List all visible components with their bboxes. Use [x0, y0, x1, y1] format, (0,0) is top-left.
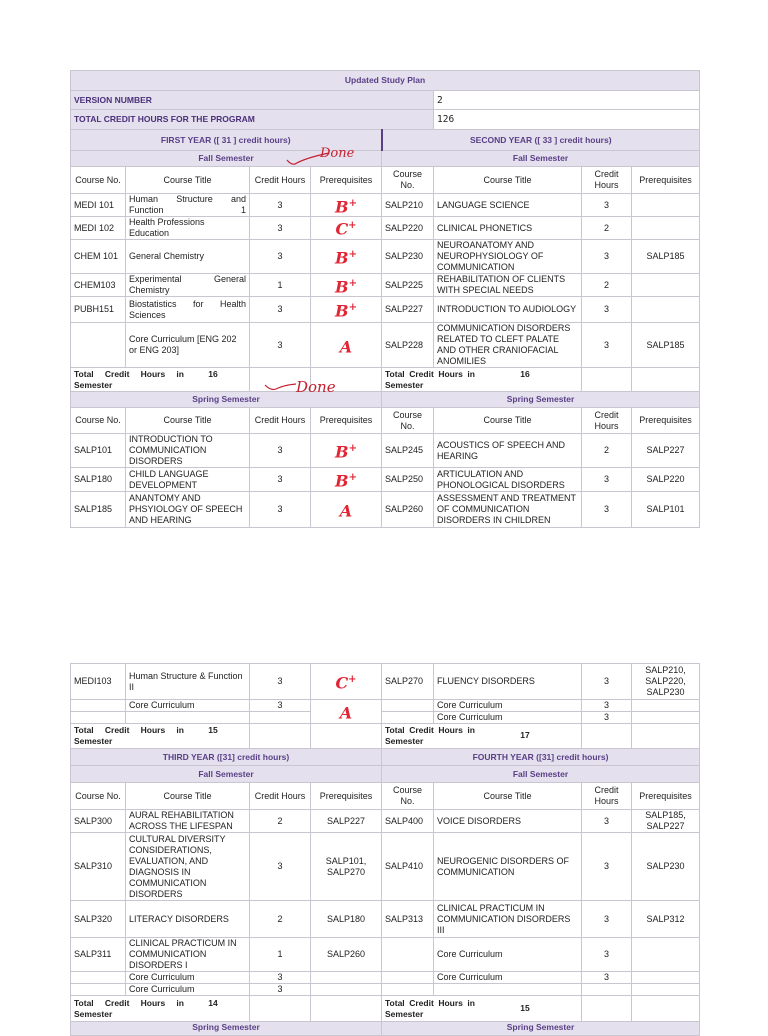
total-value: 14: [208, 997, 218, 1008]
credit-hours: 3: [250, 492, 311, 528]
course-no: SALP311: [71, 938, 126, 972]
table-row: [71, 700, 700, 712]
table-row: [71, 833, 700, 901]
course-no: SALP310: [71, 833, 126, 901]
col-prerequisites: Prerequisites: [632, 783, 700, 810]
prerequisites: SALP101, SALP270: [311, 833, 382, 901]
prerequisites: SALP180: [311, 901, 382, 938]
course-title: ASSESSMENT AND TREATMENT OF COMMUNICATION DISORDERS IN CHILDREN: [434, 492, 582, 528]
col-credit-hours: Credit Hours: [250, 783, 311, 810]
col-prerequisites: Prerequisites: [632, 408, 700, 434]
table-row: [71, 492, 700, 528]
total-credit-hours: [71, 724, 250, 749]
prerequisites: SALP227: [632, 434, 700, 468]
handwritten-grade: B+: [311, 194, 382, 217]
table-row: [71, 938, 700, 972]
course-title: Core Curriculum [ENG 202 or ENG 203]: [126, 323, 250, 368]
first-year-header: FIRST YEAR ([ 31 ] credit hours): [71, 130, 382, 151]
total-label: Total Credit Hours in Semester: [74, 725, 184, 746]
credit-hours: 3: [250, 972, 311, 984]
second-year-header: SECOND YEAR ([ 33 ] credit hours): [382, 130, 700, 151]
course-title: Biostatistics for Health Sciences: [126, 297, 250, 323]
plan-title: Updated Study Plan: [71, 71, 700, 91]
course-title: ANANTOMY AND PHSYIOLOGY OF SPEECH AND HEARING: [126, 492, 250, 528]
course-no: [71, 972, 126, 984]
prerequisites: [632, 274, 700, 297]
course-no: SALP220: [382, 217, 434, 240]
credit-hours: 2: [250, 810, 311, 833]
col-course-title: Course Title: [126, 167, 250, 194]
credit-hours: 1: [250, 274, 311, 297]
course-title: Core Curriculum: [126, 700, 250, 712]
course-no: [71, 323, 126, 368]
course-title: CLINICAL PHONETICS: [434, 217, 582, 240]
semester-total-row: [71, 724, 700, 749]
credit-hours: 3: [250, 984, 311, 996]
credit-hours: 3: [250, 700, 311, 712]
course-title: Core Curriculum: [434, 938, 582, 972]
course-no: [71, 700, 126, 712]
course-no: SALP101: [71, 434, 126, 468]
third-year-header: THIRD YEAR ([31] credit hours): [71, 749, 382, 766]
credit-hours: 3: [582, 972, 632, 984]
credit-hours: 3: [582, 664, 632, 700]
course-title: Experimental General Chemistry: [126, 274, 250, 297]
course-no: MEDI103: [71, 664, 126, 700]
course-title: CLINICAL PRACTICUM IN COMMUNICATION DISORDERS I: [126, 938, 250, 972]
course-title: LANGUAGE SCIENCE: [434, 194, 582, 217]
handwritten-grade: C+: [311, 217, 382, 240]
total-credit-label: TOTAL CREDIT HOURS FOR THE PROGRAM: [71, 110, 434, 130]
course-no: SALP300: [71, 810, 126, 833]
table-row: [71, 664, 700, 700]
total-credit-hours: [382, 724, 582, 749]
course-no: MEDI 101: [71, 194, 126, 217]
credit-hours: 3: [250, 297, 311, 323]
credit-hours: 3: [582, 700, 632, 712]
course-title: ARTICULATION AND PHONOLOGICAL DISORDERS: [434, 468, 582, 492]
course-no: SALP228: [382, 323, 434, 368]
col-prerequisites: Prerequisites: [632, 167, 700, 194]
col-course-no: Course No.: [71, 783, 126, 810]
credit-hours: 3: [582, 712, 632, 724]
y1-spring-semester-header: Spring Semester: [71, 392, 382, 408]
col-course-no: Course No.: [382, 408, 434, 434]
table-row: [71, 810, 700, 833]
course-no: SALP313: [382, 901, 434, 938]
handwritten-grade: C+: [311, 664, 382, 700]
col-credit-hours: Credit Hours: [250, 167, 311, 194]
total-value: 16: [208, 368, 218, 379]
credit-hours: 2: [582, 434, 632, 468]
course-no: [71, 984, 126, 996]
prerequisites: [632, 297, 700, 323]
fourth-year-header: FOURTH YEAR ([31] credit hours): [382, 749, 700, 766]
course-title: VOICE DISORDERS: [434, 810, 582, 833]
prerequisites: SALP210, SALP220, SALP230: [632, 664, 700, 700]
handwritten-grade: B+: [311, 240, 382, 274]
handwritten-grade: B+: [311, 434, 382, 468]
col-course-no: Course No.: [382, 167, 434, 194]
table-row: [71, 297, 700, 323]
credit-hours: 3: [582, 240, 632, 274]
course-no: SALP320: [71, 901, 126, 938]
course-title: REHABILITATION OF CLIENTS WITH SPECIAL NEEDS: [434, 274, 582, 297]
course-title: NEUROANATOMY AND NEUROPHYSIOLOGY OF COMMUNICATION: [434, 240, 582, 274]
total-value: 17: [520, 730, 530, 740]
total-label: Total Credit Hours in Semester: [74, 368, 184, 390]
course-title: Human Structure and Function 1: [126, 194, 250, 217]
course-no: [382, 712, 434, 724]
y1-fall-semester-header: Fall Semester: [71, 151, 382, 167]
total-value: 15: [520, 1002, 530, 1013]
course-title: FLUENCY DISORDERS: [434, 664, 582, 700]
course-title: COMMUNICATION DISORDERS RELATED TO CLEFT PALATE AND OTHER CRANIOFACIAL ANOMILIES: [434, 323, 582, 368]
col-course-no: Course No.: [71, 408, 126, 434]
prerequisites: [311, 972, 382, 984]
course-no: SALP400: [382, 810, 434, 833]
col-prerequisites: Prerequisites: [311, 408, 382, 434]
table-row: [71, 984, 700, 996]
done-annotation: Done: [320, 146, 355, 161]
course-no: PUBH151: [71, 297, 126, 323]
course-title: Health Professions Education: [126, 217, 250, 240]
credit-hours: 3: [582, 323, 632, 368]
course-title: Core Curriculum: [126, 972, 250, 984]
credit-hours: 2: [582, 274, 632, 297]
total-label: Total Credit Hours in Semester: [385, 725, 475, 746]
table-row: [71, 240, 700, 274]
table-row: [71, 323, 700, 368]
course-title: NEUROGENIC DISORDERS OF COMMUNICATION: [434, 833, 582, 901]
credit-hours: 2: [582, 217, 632, 240]
table-row: [71, 712, 700, 724]
table-row: [71, 434, 700, 468]
total-label: Total Credit Hours in Semester: [74, 997, 184, 1019]
total-value: 16: [520, 368, 530, 379]
course-title: ACOUSTICS OF SPEECH AND HEARING: [434, 434, 582, 468]
prerequisites: SALP260: [311, 938, 382, 972]
y4-spring-semester-header: Spring Semester: [382, 1022, 700, 1036]
credit-hours: 3: [582, 833, 632, 901]
credit-hours: 3: [250, 323, 311, 368]
col-course-title: Course Title: [434, 167, 582, 194]
y3-spring-semester-header: Spring Semester: [71, 1022, 382, 1036]
credit-hours: 3: [582, 468, 632, 492]
course-title: AURAL REHABILITATION ACROSS THE LIFESPAN: [126, 810, 250, 833]
prerequisites: SALP101: [632, 492, 700, 528]
course-title: LITERACY DISORDERS: [126, 901, 250, 938]
handwritten-grade: B+: [311, 468, 382, 492]
credit-hours: 2: [250, 901, 311, 938]
course-no: SALP270: [382, 664, 434, 700]
total-credit-hours: [71, 368, 250, 392]
course-no: SALP250: [382, 468, 434, 492]
col-course-title: Course Title: [126, 783, 250, 810]
col-course-title: Course Title: [434, 408, 582, 434]
total-label: Total Credit Hours in Semester: [385, 997, 475, 1019]
course-title: Core Curriculum: [126, 984, 250, 996]
table-row: [71, 194, 700, 217]
col-prerequisites: Prerequisites: [311, 783, 382, 810]
credit-hours: 3: [250, 664, 311, 700]
version-number-label: VERSION NUMBER: [71, 91, 434, 110]
col-credit-hours: Credit Hours: [582, 408, 632, 434]
course-no: SALP210: [382, 194, 434, 217]
study-plan-table-page-2: [70, 663, 700, 1036]
done-annotation: Done: [296, 378, 336, 396]
handwritten-grade: A: [311, 323, 382, 368]
credit-hours: 3: [582, 938, 632, 972]
course-no: SALP245: [382, 434, 434, 468]
course-no: MEDI 102: [71, 217, 126, 240]
course-no: CHEM103: [71, 274, 126, 297]
handwritten-grade: B+: [311, 297, 382, 323]
prerequisites: [632, 700, 700, 712]
credit-hours: 3: [250, 194, 311, 217]
credit-hours: 3: [250, 434, 311, 468]
course-title: CLINICAL PRACTICUM IN COMMUNICATION DISORDERS III: [434, 901, 582, 938]
credit-hours: 3: [250, 240, 311, 274]
col-course-no: Course No.: [71, 167, 126, 194]
prerequisites: SALP185, SALP227: [632, 810, 700, 833]
col-credit-hours: Credit Hours: [250, 408, 311, 434]
table-row: [71, 972, 700, 984]
credit-hours: 3: [582, 492, 632, 528]
total-credit-hours: [382, 996, 582, 1022]
prerequisites: [632, 712, 700, 724]
handwritten-grade: A: [311, 492, 382, 528]
course-no: CHEM 101: [71, 240, 126, 274]
prerequisites: SALP185: [632, 240, 700, 274]
prerequisites: SALP185: [632, 323, 700, 368]
course-title: Core Curriculum: [434, 700, 582, 712]
course-no: SALP260: [382, 492, 434, 528]
total-value: 15: [208, 725, 218, 735]
table-row: [71, 468, 700, 492]
course-no: [382, 938, 434, 972]
table-row: [71, 274, 700, 297]
table-row: [71, 901, 700, 938]
y3-fall-semester-header: Fall Semester: [71, 766, 382, 783]
version-number-value: 2: [434, 91, 700, 110]
total-credit-hours: [71, 996, 250, 1022]
course-title: INTRODUCTION TO AUDIOLOGY: [434, 297, 582, 323]
course-title: INTRODUCTION TO COMMUNICATION DISORDERS: [126, 434, 250, 468]
prerequisites: [632, 194, 700, 217]
course-no: [382, 700, 434, 712]
prerequisites: [632, 217, 700, 240]
y4-fall-semester-header: Fall Semester: [382, 766, 700, 783]
credit-hours: 3: [250, 217, 311, 240]
prerequisites: [632, 972, 700, 984]
prerequisites: [311, 984, 382, 996]
credit-hours: 1: [250, 938, 311, 972]
course-title: CULTURAL DIVERSITY CONSIDERATIONS, EVALUATION, AND DIAGNOSIS IN COMMUNICATION DISORDERS: [126, 833, 250, 901]
table-row: [71, 217, 700, 240]
semester-total-row: [71, 368, 700, 392]
handwritten-grade: B+: [311, 274, 382, 297]
col-prerequisites: Prerequisites: [311, 167, 382, 194]
course-no: SALP410: [382, 833, 434, 901]
course-no: SALP185: [71, 492, 126, 528]
course-no: SALP225: [382, 274, 434, 297]
col-course-title: Course Title: [434, 783, 582, 810]
prerequisites: [632, 938, 700, 972]
total-credit-value: 126: [434, 110, 700, 130]
credit-hours: 3: [250, 833, 311, 901]
course-title: CHILD LANGUAGE DEVELOPMENT: [126, 468, 250, 492]
handwritten-grade: A: [311, 700, 382, 724]
col-credit-hours: Credit Hours: [582, 167, 632, 194]
credit-hours: 3: [582, 297, 632, 323]
course-no: SALP180: [71, 468, 126, 492]
credit-hours: 3: [582, 194, 632, 217]
credit-hours: 3: [582, 901, 632, 938]
course-title: Human Structure & Function II: [126, 664, 250, 700]
prerequisites: SALP227: [311, 810, 382, 833]
total-label: Total Credit Hours in Semester: [385, 368, 475, 390]
semester-total-row: [71, 996, 700, 1022]
col-course-title: Course Title: [126, 408, 250, 434]
col-course-no: Course No.: [382, 783, 434, 810]
total-credit-hours: [382, 368, 582, 392]
course-no: SALP227: [382, 297, 434, 323]
prerequisites: SALP230: [632, 833, 700, 901]
credit-hours: 3: [250, 468, 311, 492]
course-no: SALP230: [382, 240, 434, 274]
col-credit-hours: Credit Hours: [582, 783, 632, 810]
prerequisites: SALP312: [632, 901, 700, 938]
y2-fall-semester-header: Fall Semester: [382, 151, 700, 167]
course-title: General Chemistry: [126, 240, 250, 274]
credit-hours: 3: [582, 810, 632, 833]
course-title: Core Curriculum: [434, 712, 582, 724]
study-plan-table-page-1: [70, 70, 700, 528]
course-no: [382, 972, 434, 984]
prerequisites: SALP220: [632, 468, 700, 492]
y2-spring-semester-header: Spring Semester: [382, 392, 700, 408]
course-title: Core Curriculum: [434, 972, 582, 984]
